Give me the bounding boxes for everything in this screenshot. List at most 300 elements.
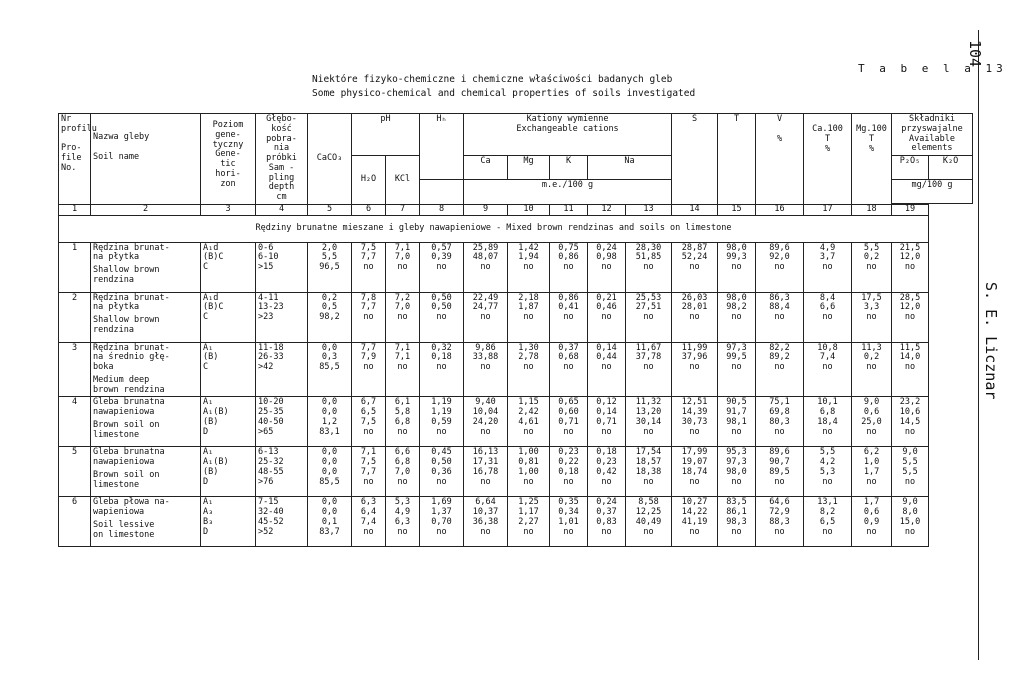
cell-value: A₁ xyxy=(203,447,214,458)
cell-value: 6,3 xyxy=(360,497,377,508)
profile-row xyxy=(59,342,973,397)
cell-value: 0,71 xyxy=(596,417,617,428)
cell-value: 7,0 xyxy=(394,467,411,478)
cell-value: 1,2 xyxy=(321,417,338,428)
cell-value: no xyxy=(731,476,742,487)
data-cell xyxy=(508,447,550,497)
header-ph: pH xyxy=(352,114,420,156)
cell-value: 14,5 xyxy=(899,417,921,428)
cell-value: 5,5 xyxy=(819,447,836,458)
data-cell xyxy=(626,342,672,397)
cell-value: no xyxy=(904,426,916,437)
cell-value: 1,01 xyxy=(558,517,579,528)
cell-value: 48,07 xyxy=(472,252,499,263)
cell-value: 14,22 xyxy=(681,507,708,518)
cell-value: 6,2 xyxy=(863,447,880,458)
cell-value: 36,38 xyxy=(472,517,499,528)
cell-value: no xyxy=(523,362,534,373)
cell-value: 40-50 xyxy=(258,417,284,428)
cell-value: no xyxy=(774,476,785,487)
cell-value: 95,3 xyxy=(726,447,747,458)
cell-value: 0,22 xyxy=(558,457,579,468)
column-number: 16 xyxy=(756,204,804,215)
column-number: 15 xyxy=(718,204,756,215)
data-cell xyxy=(718,242,756,292)
cell-value: 0,41 xyxy=(558,302,579,313)
cell-value: 10,27 xyxy=(681,497,708,508)
soil-name-polish: Rędzina brunat- na płytka xyxy=(93,292,170,313)
cell-value: 0,36 xyxy=(431,467,452,478)
cell-value: 1,7 xyxy=(863,467,880,478)
cell-value: 27,51 xyxy=(635,302,662,313)
header-horizon: Poziom gene- tyczny Gene- tic hori- zon xyxy=(201,114,256,205)
cell-value: 8,0 xyxy=(902,507,918,518)
cell-value: 0,46 xyxy=(596,302,617,313)
data-cell xyxy=(626,497,672,547)
column-number: 10 xyxy=(508,204,550,215)
profile-row xyxy=(59,397,973,447)
cell-value: no xyxy=(363,312,374,323)
data-cell xyxy=(352,497,386,547)
cell-value: 0,37 xyxy=(558,342,579,353)
data-cell xyxy=(852,242,892,292)
column-number: 7 xyxy=(386,204,420,215)
genetic-horizon xyxy=(201,242,256,292)
data-cell xyxy=(508,292,550,342)
cell-value: 11,99 xyxy=(681,342,708,353)
cell-value: no xyxy=(822,476,833,487)
cell-value: 99,3 xyxy=(726,252,747,263)
header-profile-number: Nr profilu Pro- file No. xyxy=(59,114,91,205)
header-ca: Ca xyxy=(464,156,508,180)
header-depth: Głębo- kość pobra- nia próbki Sam - pling depth cm xyxy=(256,114,308,205)
cell-value: 0,50 xyxy=(431,302,452,313)
data-cell xyxy=(756,447,804,497)
sampling-depth xyxy=(256,397,308,447)
cell-value: B₃ xyxy=(203,517,214,528)
cell-value: no xyxy=(822,312,833,323)
cell-value: 5,3 xyxy=(394,497,411,508)
cell-value: 86,1 xyxy=(726,507,747,518)
cell-value: 10,37 xyxy=(472,507,499,518)
data-cell xyxy=(756,497,804,547)
cell-value: 11-18 xyxy=(258,342,284,353)
cell-value: 13,1 xyxy=(817,497,838,508)
data-cell xyxy=(464,342,508,397)
soil-name xyxy=(91,342,201,397)
data-cell xyxy=(420,342,464,397)
cell-value: 6,6 xyxy=(819,302,836,313)
cell-value: 4,9 xyxy=(394,507,411,518)
cell-value: no xyxy=(601,312,612,323)
cell-value: 12,0 xyxy=(899,302,921,313)
cell-value: no xyxy=(689,526,700,537)
cell-value: 0,68 xyxy=(558,352,579,363)
data-cell xyxy=(804,292,852,342)
cell-value: 9,0 xyxy=(902,497,918,508)
profile-number: 5 xyxy=(59,447,91,497)
soil-name-polish: Rędzina brunat- na średnio głę- boka xyxy=(93,342,170,373)
running-author: S. E. Licznar xyxy=(982,282,1000,400)
data-cell xyxy=(756,242,804,292)
soil-name-polish: Gleba brunatna nawapieniowa xyxy=(93,447,165,468)
data-cell xyxy=(508,242,550,292)
cell-value: 0,35 xyxy=(558,497,579,508)
cell-value: 5,5 xyxy=(321,252,338,263)
cell-value: 80,3 xyxy=(769,417,790,428)
data-cell xyxy=(308,397,352,447)
data-cell xyxy=(588,242,626,292)
cell-value: 0,32 xyxy=(431,342,452,353)
cell-value: 0,71 xyxy=(558,417,579,428)
genetic-horizon xyxy=(201,292,256,342)
cell-value: 98,2 xyxy=(319,312,340,323)
cell-value: 75,1 xyxy=(769,397,790,408)
cell-value: 4,61 xyxy=(518,417,539,428)
data-cell xyxy=(508,497,550,547)
header-mg-ratio: Mg.100 T % xyxy=(852,114,892,205)
cell-value: 0,37 xyxy=(596,507,617,518)
cell-value: 0,0 xyxy=(321,397,338,408)
cell-value: 10,8 xyxy=(817,342,838,353)
soil-name-english: Brown soil on limestone xyxy=(93,420,160,440)
cell-value: no xyxy=(731,426,742,437)
data-cell xyxy=(508,397,550,447)
cell-value: 6,3 xyxy=(394,517,411,528)
cell-value: no xyxy=(480,312,491,323)
cell-value: 5,5 xyxy=(902,457,918,468)
sampling-depth xyxy=(256,497,308,547)
cell-value: 1,94 xyxy=(518,252,539,263)
cell-value: 0,39 xyxy=(431,252,452,263)
data-cell xyxy=(718,447,756,497)
cell-value: >23 xyxy=(258,312,274,323)
soil-properties-table xyxy=(58,113,973,547)
cell-value: 1,0 xyxy=(863,457,880,468)
cell-value: A₁ xyxy=(203,397,214,408)
cell-value: no xyxy=(774,426,785,437)
cell-value: no xyxy=(904,262,916,273)
cell-value: 0,0 xyxy=(321,447,338,458)
cell-value: 0,2 xyxy=(863,252,880,263)
cell-value: 0,18 xyxy=(558,467,579,478)
cell-value: 0,14 xyxy=(596,342,617,353)
data-cell xyxy=(550,342,588,397)
cell-value: 0,65 xyxy=(558,397,579,408)
cell-value: no xyxy=(480,262,491,273)
cell-value: 0,6 xyxy=(863,407,880,418)
cell-value: 25-32 xyxy=(258,457,284,468)
data-cell xyxy=(386,497,420,547)
data-cell xyxy=(308,497,352,547)
cell-value: (B)C xyxy=(203,302,224,313)
header-mg: Mg xyxy=(508,156,550,180)
data-cell xyxy=(852,292,892,342)
soil-name-polish: Rędzina brunat- na płytka xyxy=(93,242,170,263)
cell-value: 6-13 xyxy=(258,447,279,458)
cell-value: 41,19 xyxy=(681,517,708,528)
cell-value: 89,5 xyxy=(769,467,790,478)
title-polish: Niektóre fizyko-chemiczne i chemiczne właściwości badanych gleb xyxy=(312,74,673,85)
cell-value: 5,5 xyxy=(902,467,918,478)
cell-value: 0,0 xyxy=(321,342,338,353)
data-cell xyxy=(420,397,464,447)
cell-value: 12,25 xyxy=(635,507,662,518)
cell-value: 28,87 xyxy=(681,242,708,253)
data-cell xyxy=(804,242,852,292)
cell-value: 37,78 xyxy=(635,352,662,363)
cell-value: 0,57 xyxy=(431,242,452,253)
cell-value: 18,4 xyxy=(817,417,838,428)
table-label: T a b e l a 13 xyxy=(858,62,1007,75)
soil-name xyxy=(91,242,201,292)
cell-value: 0,70 xyxy=(431,517,452,528)
cell-value: 8,58 xyxy=(638,497,659,508)
cell-value: 0,0 xyxy=(321,507,338,518)
cell-value: no xyxy=(397,476,408,487)
data-cell xyxy=(386,397,420,447)
data-cell xyxy=(852,397,892,447)
cell-value: 6,4 xyxy=(360,507,377,518)
cell-value: 32-40 xyxy=(258,507,284,518)
cell-value: no xyxy=(601,426,612,437)
cell-value: 18,38 xyxy=(635,467,662,478)
data-cell xyxy=(756,397,804,447)
cell-value: 92,0 xyxy=(769,252,790,263)
cell-value: no xyxy=(774,312,785,323)
cell-value: no xyxy=(643,362,654,373)
cell-value: 90,5 xyxy=(726,397,747,408)
cell-value: 3,3 xyxy=(863,302,880,313)
cell-value: 98,3 xyxy=(726,517,747,528)
cell-value: 28,01 xyxy=(681,302,708,313)
cell-value: 89,6 xyxy=(769,242,790,253)
cell-value: 28,30 xyxy=(635,242,662,253)
cell-value: 1,19 xyxy=(431,407,452,418)
cell-value: 11,32 xyxy=(635,397,662,408)
cell-value: 85,5 xyxy=(319,476,340,487)
cell-value: 23,2 xyxy=(899,397,921,408)
profile-number: 6 xyxy=(59,497,91,547)
cell-value: 0,81 xyxy=(518,457,539,468)
cell-value: 4,9 xyxy=(819,242,836,253)
cell-value: 8,2 xyxy=(819,507,836,518)
cell-value: 85,5 xyxy=(319,362,340,373)
data-cell xyxy=(588,497,626,547)
soil-name xyxy=(91,292,201,342)
cell-value: 1,69 xyxy=(431,497,452,508)
cell-value: >15 xyxy=(258,262,274,273)
data-cell xyxy=(508,342,550,397)
right-border-rule xyxy=(978,30,979,660)
cell-value: no xyxy=(363,526,374,537)
cell-value: 2,27 xyxy=(518,517,539,528)
cell-value: 98,0 xyxy=(726,467,747,478)
column-number: 5 xyxy=(308,204,352,215)
sampling-depth xyxy=(256,447,308,497)
cell-value: 1,37 xyxy=(431,507,452,518)
cell-value: no xyxy=(689,426,700,437)
cell-value: no xyxy=(731,312,742,323)
cell-value: 69,8 xyxy=(769,407,790,418)
cell-value: no xyxy=(601,526,612,537)
cell-value: no xyxy=(904,526,916,537)
data-cell xyxy=(852,342,892,397)
cell-value: 0,9 xyxy=(863,517,880,528)
data-cell xyxy=(892,292,929,342)
data-cell xyxy=(588,342,626,397)
data-cell xyxy=(892,342,929,397)
data-cell xyxy=(308,292,352,342)
cell-value: no xyxy=(563,426,574,437)
data-cell xyxy=(464,497,508,547)
column-number: 19 xyxy=(892,204,929,215)
column-number-row xyxy=(59,204,973,215)
cell-value: no xyxy=(523,426,534,437)
cell-value: no xyxy=(822,426,833,437)
cell-value: no xyxy=(689,476,700,487)
cell-value: 9,40 xyxy=(475,397,496,408)
cell-value: 0,50 xyxy=(431,292,452,303)
cell-value: 25,0 xyxy=(861,417,882,428)
soil-name-english: Medium deep brown rendzina xyxy=(93,374,165,395)
cell-value: 1,25 xyxy=(518,497,539,508)
soil-name-english: Brown soil on limestone xyxy=(93,470,160,490)
header-v: V % xyxy=(756,114,804,205)
profile-number: 2 xyxy=(59,292,91,342)
cell-value: no xyxy=(866,362,877,373)
cell-value: (B) xyxy=(203,352,219,363)
cell-value: 7,1 xyxy=(394,352,411,363)
cell-value: no xyxy=(563,362,574,373)
cell-value: 7,7 xyxy=(360,252,377,263)
cell-value: no xyxy=(363,426,374,437)
data-cell xyxy=(892,397,929,447)
cell-value: 1,00 xyxy=(518,467,539,478)
genetic-horizon xyxy=(201,447,256,497)
cell-value: 0,83 xyxy=(596,517,617,528)
cell-value: 25,53 xyxy=(635,292,662,303)
cell-value: 9,86 xyxy=(475,342,496,353)
sampling-depth xyxy=(256,292,308,342)
cell-value: 83,5 xyxy=(726,497,747,508)
data-cell xyxy=(626,292,672,342)
cell-value: no xyxy=(480,526,491,537)
cell-value: 6,8 xyxy=(394,417,411,428)
cell-value: 91,7 xyxy=(726,407,747,418)
cell-value: no xyxy=(397,362,408,373)
data-cell xyxy=(352,292,386,342)
profile-number: 1 xyxy=(59,242,91,292)
cell-value: 11,5 xyxy=(899,342,921,353)
soil-name xyxy=(91,397,201,447)
data-cell xyxy=(588,397,626,447)
cell-value: no xyxy=(397,426,408,437)
cell-value: C xyxy=(203,362,209,373)
data-cell xyxy=(464,292,508,342)
cell-value: 24,77 xyxy=(472,302,499,313)
cell-value: 83,1 xyxy=(319,426,340,437)
cell-value: 64,6 xyxy=(769,497,790,508)
cell-value: no xyxy=(480,426,491,437)
header-ca-ratio: Ca.100 T % xyxy=(804,114,852,205)
cell-value: 7,5 xyxy=(360,242,377,253)
cell-value: no xyxy=(523,262,534,273)
data-cell xyxy=(804,497,852,547)
page-number: 104 xyxy=(966,40,984,68)
profile-row xyxy=(59,497,973,547)
soil-name-english: Soil lessive on limestone xyxy=(93,520,155,540)
data-cell xyxy=(718,342,756,397)
cell-value: 21,5 xyxy=(899,242,921,253)
cell-value: no xyxy=(866,426,877,437)
cell-value: 25,89 xyxy=(472,242,499,253)
data-cell xyxy=(386,292,420,342)
cell-value: 11,67 xyxy=(635,342,662,353)
cell-value: 0,21 xyxy=(596,292,617,303)
cell-value: 12,0 xyxy=(899,252,921,263)
cell-value: C xyxy=(203,262,209,273)
cell-value: D xyxy=(203,426,209,437)
cell-value: 1,15 xyxy=(518,397,539,408)
column-number: 12 xyxy=(588,204,626,215)
column-number: 8 xyxy=(420,204,464,215)
cell-value: 98,2 xyxy=(726,302,747,313)
data-cell xyxy=(352,397,386,447)
cell-value: 7,9 xyxy=(360,352,377,363)
data-cell xyxy=(672,292,718,342)
cell-value: 5,3 xyxy=(819,467,836,478)
cell-value: no xyxy=(363,262,374,273)
cell-value: no xyxy=(904,476,916,487)
soil-name-english: Shallow brown rendzina xyxy=(93,315,160,335)
sampling-depth xyxy=(256,342,308,397)
cell-value: no xyxy=(866,476,877,487)
cell-value: (B)C xyxy=(203,252,224,263)
profile-row xyxy=(59,447,973,497)
cell-value: no xyxy=(563,312,574,323)
cell-value: 0,24 xyxy=(596,242,617,253)
cell-value: 1,7 xyxy=(863,497,880,508)
cell-value: 1,00 xyxy=(518,447,539,458)
cell-value: (B) xyxy=(203,467,219,478)
cell-value: no xyxy=(774,526,785,537)
cell-value: no xyxy=(643,526,654,537)
cell-value: no xyxy=(866,312,877,323)
cell-value: no xyxy=(563,526,574,537)
cell-value: 0,34 xyxy=(558,507,579,518)
cell-value: no xyxy=(689,262,700,273)
cell-value: 24,20 xyxy=(472,417,499,428)
cell-value: 98,0 xyxy=(726,292,747,303)
cell-value: 0,2 xyxy=(321,292,338,303)
data-cell xyxy=(550,242,588,292)
cell-value: 13,20 xyxy=(635,407,662,418)
data-cell xyxy=(892,447,929,497)
cell-value: 16,13 xyxy=(472,447,499,458)
cell-value: 97,3 xyxy=(726,457,747,468)
cell-value: 98,0 xyxy=(726,242,747,253)
cell-value: 0,50 xyxy=(431,457,452,468)
soil-name-english: Shallow brown rendzina xyxy=(93,265,160,285)
cell-value: 7,7 xyxy=(360,302,377,313)
cell-value: 0,23 xyxy=(558,447,579,458)
cell-value: no xyxy=(866,262,877,273)
cell-value: >42 xyxy=(258,362,274,373)
cell-value: 6,1 xyxy=(394,397,411,408)
cell-value: no xyxy=(774,262,785,273)
cell-value: 7,1 xyxy=(394,342,411,353)
